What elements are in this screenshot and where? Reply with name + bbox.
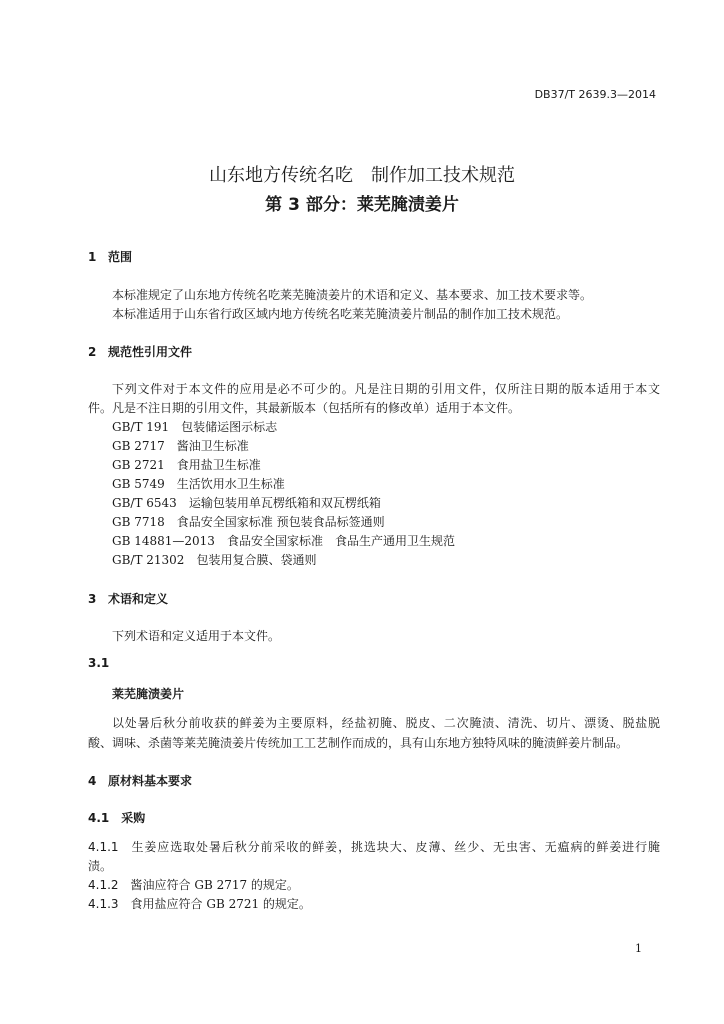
doc-code: DB37/T 2639.3—2014 [534,88,656,101]
reference-item [112,551,316,568]
scope-paragraph-1: 本标准规定了山东地方传统名吃莱芜腌渍姜片的术语和定义、基本要求、加工技术要求等。 [112,288,593,302]
term-definition-line-2: 酸、调味、杀菌等莱芜腌渍姜片传统加工工艺制作而成的，具有山东地方独特风味的腌渍鲜姜片制品。 [88,736,629,750]
reference-item [112,418,277,435]
reference-title: 食品安全国家标准 预包装食品标签通则 [176,515,385,529]
reference-item [112,494,381,511]
reference-code: GB 5749 [112,477,165,491]
subsection-number: 4.1 [88,811,110,825]
section-number: 3 [88,592,97,606]
reference-item [112,475,285,492]
clause-text: 生姜应选取处暑后秋分前采收的鲜姜，挑选块大、皮薄、丝少、无虫害、无瘟病的鲜姜进行腌 [130,840,660,854]
reference-code: GB/T 6543 [112,496,177,510]
subsection-title: 采购 [121,811,146,825]
section-number: 1 [88,250,97,264]
reference-title: 运输包装用单瓦楞纸箱和双瓦楞纸箱 [188,496,381,510]
terms-intro: 下列术语和定义适用于本文件。 [112,629,281,643]
reference-item [112,437,249,454]
section-title: 术语和定义 [108,592,169,606]
reference-item [112,532,455,549]
scope-paragraph-2: 本标准适用于山东省行政区域内地方传统名吃莱芜腌渍姜片制品的制作加工技术规范。 [112,307,569,321]
page-number: 1 [635,942,642,955]
reference-title: 生活饮用水卫生标准 [176,477,285,491]
reference-item [112,513,385,530]
clause-4-1-1-line-1 [88,838,660,855]
reference-title: 酱油卫生标准 [176,439,249,453]
section-title: 规范性引用文件 [108,345,193,359]
subsection-4-1-heading [88,809,145,826]
section-2-heading [88,343,192,360]
references-intro-line-1: 下列文件对于本文件的应用是必不可少的。凡是注日期的引用文件，仅所注日期的版本适用于本文 [112,382,660,396]
doc-subtitle: 第 3 部分：莱芜腌渍姜片 [265,195,459,215]
reference-item [112,456,261,473]
clause-4-1-2 [88,876,299,893]
clause-text: 酱油应符合 GB 2717 的规定。 [130,878,299,892]
clause-text: 食用盐应符合 GB 2721 的规定。 [130,897,311,911]
reference-code: GB/T 191 [112,420,170,434]
section-4-heading [88,772,192,789]
clause-4-1-1-line-2: 渍。 [88,859,113,873]
reference-code: GB 2721 [112,458,165,472]
reference-code: GB 14881—2013 [112,534,215,548]
reference-code: GB 7718 [112,515,165,529]
reference-title: 食品安全国家标准 食品生产通用卫生规范 [226,534,455,548]
subsection-number: 3.1 [88,656,110,670]
reference-title: 包装用复合膜、袋通则 [196,553,317,567]
doc-title: 山东地方传统名吃 制作加工技术规范 [209,165,515,186]
section-number: 2 [88,345,97,359]
term-definition-line-1: 以处暑后秋分前收获的鲜姜为主要原料，经盐初腌、脱皮、二次腌渍、清洗、切片、漂烫、脱盐脱 [112,716,660,730]
reference-code: GB 2717 [112,439,165,453]
section-1-heading [88,248,132,265]
clause-number: 4.1.2 [88,878,119,892]
clause-number: 4.1.1 [88,840,119,854]
section-3-heading [88,590,168,607]
term-name: 莱芜腌渍姜片 [112,687,185,701]
reference-title: 包装储运图示标志 [181,420,278,434]
reference-code: GB/T 21302 [112,553,185,567]
section-number: 4 [88,774,97,788]
section-title: 范围 [108,250,133,264]
reference-title: 食用盐卫生标准 [176,458,261,472]
clause-number: 4.1.3 [88,897,119,911]
clause-4-1-3 [88,895,311,912]
section-title: 原材料基本要求 [108,774,193,788]
references-intro-line-2: 件。凡是不注日期的引用文件，其最新版本（包括所有的修改单）适用于本文件。 [88,401,521,415]
